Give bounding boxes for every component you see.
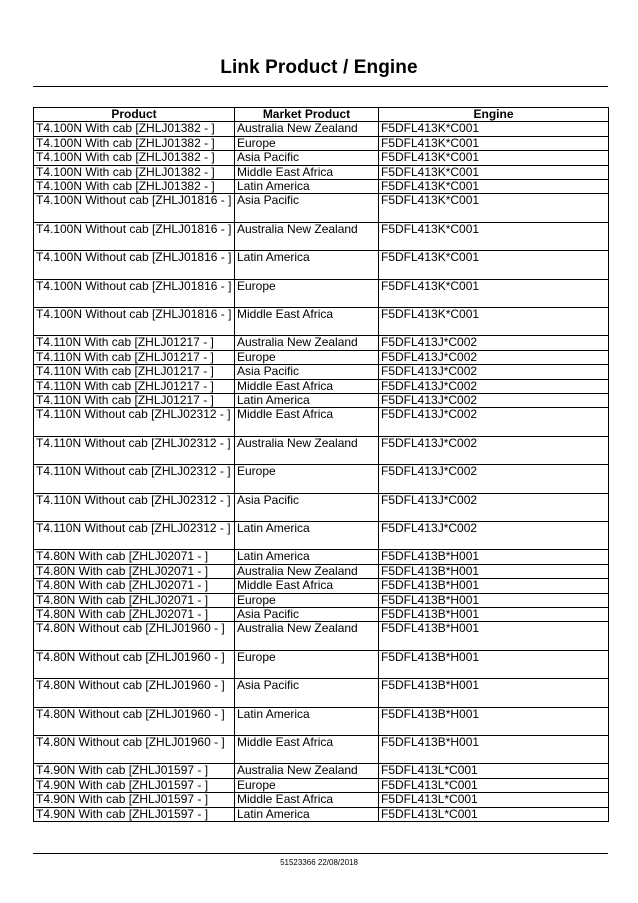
column-header-engine: Engine — [379, 108, 609, 122]
table-header-row — [34, 108, 609, 122]
cell-product: T4.100N Without cab [ZHLJ01816 - ] — [34, 308, 235, 336]
cell-product: T4.100N Without cab [ZHLJ01816 - ] — [34, 222, 235, 250]
header-rule — [33, 86, 608, 87]
cell-product: T4.110N Without cab [ZHLJ02312 - ] — [34, 436, 235, 464]
cell-engine: F5DFL413K*C001 — [379, 308, 609, 336]
cell-engine: F5DFL413B*H001 — [379, 735, 609, 763]
cell-market-product: Europe — [235, 350, 379, 364]
cell-product: T4.100N Without cab [ZHLJ01816 - ] — [34, 279, 235, 307]
cell-product: T4.90N With cab [ZHLJ01597 - ] — [34, 793, 235, 807]
cell-product: T4.100N With cab [ZHLJ01382 - ] — [34, 151, 235, 165]
table-row — [34, 379, 609, 393]
cell-product: T4.110N With cab [ZHLJ01217 - ] — [34, 394, 235, 408]
cell-engine: F5DFL413K*C001 — [379, 180, 609, 194]
cell-market-product: Australia New Zealand — [235, 622, 379, 650]
table-row — [34, 593, 609, 607]
cell-product: T4.80N With cab [ZHLJ02071 - ] — [34, 593, 235, 607]
cell-engine: F5DFL413K*C001 — [379, 251, 609, 279]
footer-doc-id-date: 51523366 22/08/2018 — [280, 858, 358, 867]
table-row — [34, 408, 609, 436]
table-row — [34, 550, 609, 564]
table-row — [34, 180, 609, 194]
cell-engine: F5DFL413K*C001 — [379, 151, 609, 165]
table-row — [34, 350, 609, 364]
table-row — [34, 394, 609, 408]
table-row — [34, 493, 609, 521]
cell-market-product: Middle East Africa — [235, 579, 379, 593]
cell-market-product: Europe — [235, 465, 379, 493]
cell-market-product: Asia Pacific — [235, 493, 379, 521]
cell-market-product: Middle East Africa — [235, 408, 379, 436]
cell-market-product: Latin America — [235, 251, 379, 279]
cell-market-product: Europe — [235, 279, 379, 307]
cell-engine: F5DFL413L*C001 — [379, 807, 609, 821]
cell-market-product: Latin America — [235, 521, 379, 549]
table-row — [34, 564, 609, 578]
cell-market-product: Australia New Zealand — [235, 564, 379, 578]
cell-engine: F5DFL413K*C001 — [379, 122, 609, 136]
cell-product: T4.90N With cab [ZHLJ01597 - ] — [34, 764, 235, 778]
cell-product: T4.110N With cab [ZHLJ01217 - ] — [34, 336, 235, 350]
cell-market-product: Middle East Africa — [235, 165, 379, 179]
cell-market-product: Middle East Africa — [235, 379, 379, 393]
cell-market-product: Latin America — [235, 807, 379, 821]
cell-product: T4.100N Without cab [ZHLJ01816 - ] — [34, 194, 235, 222]
cell-product: T4.110N Without cab [ZHLJ02312 - ] — [34, 465, 235, 493]
table-row — [34, 308, 609, 336]
cell-product: T4.110N With cab [ZHLJ01217 - ] — [34, 365, 235, 379]
cell-engine: F5DFL413B*H001 — [379, 650, 609, 678]
cell-product: T4.100N With cab [ZHLJ01382 - ] — [34, 136, 235, 150]
cell-product: T4.110N Without cab [ZHLJ02312 - ] — [34, 493, 235, 521]
cell-product: T4.80N Without cab [ZHLJ01960 - ] — [34, 707, 235, 735]
cell-engine: F5DFL413B*H001 — [379, 550, 609, 564]
cell-market-product: Middle East Africa — [235, 735, 379, 763]
table-row — [34, 521, 609, 549]
table-row — [34, 707, 609, 735]
cell-market-product: Latin America — [235, 550, 379, 564]
cell-engine: F5DFL413B*H001 — [379, 679, 609, 707]
cell-engine: F5DFL413L*C001 — [379, 793, 609, 807]
table-row — [34, 151, 609, 165]
cell-engine: F5DFL413K*C001 — [379, 136, 609, 150]
table-row — [34, 778, 609, 792]
cell-market-product: Australia New Zealand — [235, 122, 379, 136]
cell-engine: F5DFL413J*C002 — [379, 350, 609, 364]
product-engine-table — [33, 107, 609, 822]
table-row — [34, 336, 609, 350]
table-row — [34, 365, 609, 379]
table-row — [34, 251, 609, 279]
cell-product: T4.80N Without cab [ZHLJ01960 - ] — [34, 679, 235, 707]
cell-product: T4.80N With cab [ZHLJ02071 - ] — [34, 608, 235, 622]
column-header-product: Product — [34, 108, 235, 122]
table-row — [34, 579, 609, 593]
table-row — [34, 650, 609, 678]
column-header-market-product: Market Product — [235, 108, 379, 122]
cell-product: T4.110N Without cab [ZHLJ02312 - ] — [34, 408, 235, 436]
table-row — [34, 807, 609, 821]
table-body — [34, 122, 609, 822]
table-row — [34, 764, 609, 778]
cell-market-product: Asia Pacific — [235, 608, 379, 622]
cell-market-product: Europe — [235, 778, 379, 792]
cell-product: T4.80N With cab [ZHLJ02071 - ] — [34, 550, 235, 564]
cell-engine: F5DFL413B*H001 — [379, 608, 609, 622]
cell-market-product: Australia New Zealand — [235, 222, 379, 250]
cell-market-product: Middle East Africa — [235, 308, 379, 336]
cell-engine: F5DFL413J*C002 — [379, 436, 609, 464]
cell-engine: F5DFL413L*C001 — [379, 764, 609, 778]
cell-product: T4.110N With cab [ZHLJ01217 - ] — [34, 379, 235, 393]
cell-product: T4.110N Without cab [ZHLJ02312 - ] — [34, 521, 235, 549]
table-row — [34, 165, 609, 179]
cell-product: T4.100N With cab [ZHLJ01382 - ] — [34, 165, 235, 179]
cell-market-product: Latin America — [235, 394, 379, 408]
cell-product: T4.100N With cab [ZHLJ01382 - ] — [34, 122, 235, 136]
cell-engine: F5DFL413J*C002 — [379, 379, 609, 393]
table-row — [34, 436, 609, 464]
cell-market-product: Europe — [235, 136, 379, 150]
cell-product: T4.80N Without cab [ZHLJ01960 - ] — [34, 622, 235, 650]
cell-product: T4.90N With cab [ZHLJ01597 - ] — [34, 807, 235, 821]
cell-engine: F5DFL413B*H001 — [379, 579, 609, 593]
table-row — [34, 793, 609, 807]
table-row — [34, 465, 609, 493]
table-row — [34, 122, 609, 136]
cell-product: T4.80N With cab [ZHLJ02071 - ] — [34, 564, 235, 578]
cell-market-product: Latin America — [235, 707, 379, 735]
cell-market-product: Asia Pacific — [235, 679, 379, 707]
cell-market-product: Australia New Zealand — [235, 436, 379, 464]
cell-market-product: Middle East Africa — [235, 793, 379, 807]
table-row — [34, 136, 609, 150]
cell-market-product: Latin America — [235, 180, 379, 194]
cell-market-product: Australia New Zealand — [235, 764, 379, 778]
table-row — [34, 679, 609, 707]
table-row — [34, 194, 609, 222]
cell-product: T4.80N With cab [ZHLJ02071 - ] — [34, 579, 235, 593]
cell-market-product: Europe — [235, 593, 379, 607]
cell-product: T4.80N Without cab [ZHLJ01960 - ] — [34, 650, 235, 678]
cell-engine: F5DFL413J*C002 — [379, 493, 609, 521]
cell-market-product: Asia Pacific — [235, 365, 379, 379]
cell-engine: F5DFL413J*C002 — [379, 465, 609, 493]
cell-market-product: Europe — [235, 650, 379, 678]
cell-market-product: Australia New Zealand — [235, 336, 379, 350]
cell-engine: F5DFL413B*H001 — [379, 622, 609, 650]
cell-engine: F5DFL413K*C001 — [379, 222, 609, 250]
cell-engine: F5DFL413J*C002 — [379, 408, 609, 436]
cell-engine: F5DFL413L*C001 — [379, 778, 609, 792]
cell-product: T4.90N With cab [ZHLJ01597 - ] — [34, 778, 235, 792]
cell-engine: F5DFL413B*H001 — [379, 593, 609, 607]
cell-engine: F5DFL413J*C002 — [379, 521, 609, 549]
cell-product: T4.100N With cab [ZHLJ01382 - ] — [34, 180, 235, 194]
table-row — [34, 608, 609, 622]
cell-product: T4.100N Without cab [ZHLJ01816 - ] — [34, 251, 235, 279]
cell-engine: F5DFL413K*C001 — [379, 165, 609, 179]
cell-engine: F5DFL413K*C001 — [379, 194, 609, 222]
table-row — [34, 279, 609, 307]
cell-engine: F5DFL413B*H001 — [379, 707, 609, 735]
cell-engine: F5DFL413J*C002 — [379, 336, 609, 350]
cell-engine: F5DFL413J*C002 — [379, 365, 609, 379]
cell-product: T4.80N Without cab [ZHLJ01960 - ] — [34, 735, 235, 763]
cell-market-product: Asia Pacific — [235, 194, 379, 222]
table-row — [34, 622, 609, 650]
cell-market-product: Asia Pacific — [235, 151, 379, 165]
cell-product: T4.110N With cab [ZHLJ01217 - ] — [34, 350, 235, 364]
cell-engine: F5DFL413K*C001 — [379, 279, 609, 307]
cell-engine: F5DFL413J*C002 — [379, 394, 609, 408]
table-row — [34, 735, 609, 763]
table-row — [34, 222, 609, 250]
page-title: Link Product / Engine — [220, 57, 418, 78]
cell-engine: F5DFL413B*H001 — [379, 564, 609, 578]
footer-rule — [33, 853, 608, 854]
